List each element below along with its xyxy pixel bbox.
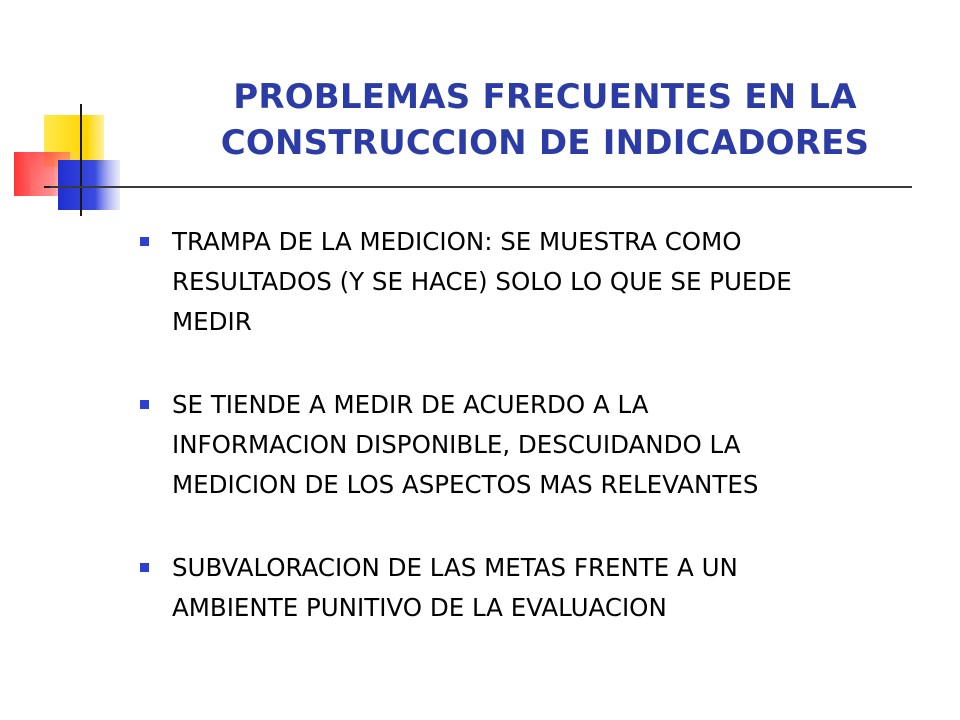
bullet-line: SE TIENDE A MEDIR DE ACUERDO A LA xyxy=(172,390,649,419)
bullet-item xyxy=(138,222,928,342)
bullet-text xyxy=(172,548,928,628)
title-line-1: PROBLEMAS FRECUENTES EN LA xyxy=(233,77,857,117)
bullet-line: MEDIR xyxy=(172,307,252,336)
bullet-line: AMBIENTE PUNITIVO DE LA EVALUACION xyxy=(172,593,667,622)
square-bullet-icon xyxy=(140,563,149,572)
slide-title xyxy=(150,74,940,166)
bullet-line: SUBVALORACION DE LAS METAS FRENTE A UN xyxy=(172,553,738,582)
bullet-item xyxy=(138,548,928,628)
bullet-line: TRAMPA DE LA MEDICION: SE MUESTRA COMO xyxy=(172,227,742,256)
bullet-line: INFORMACION DISPONIBLE, DESCUIDANDO LA xyxy=(172,430,741,459)
bullet-line: RESULTADOS (Y SE HACE) SOLO LO QUE SE PUEDE xyxy=(172,267,792,296)
bullet-text xyxy=(172,222,928,342)
square-bullet-icon xyxy=(140,237,149,246)
logo-shapes-icon xyxy=(0,0,140,230)
bullet-line: MEDICION DE LOS ASPECTOS MAS RELEVANTES xyxy=(172,470,759,499)
square-bullet-icon xyxy=(140,400,149,409)
bullet-item xyxy=(138,385,928,505)
bullet-list xyxy=(138,222,928,671)
title-divider xyxy=(50,186,912,188)
bullet-text xyxy=(172,385,928,505)
decorative-logo xyxy=(0,0,140,230)
title-line-2: CONSTRUCCION DE INDICADORES xyxy=(220,123,870,163)
